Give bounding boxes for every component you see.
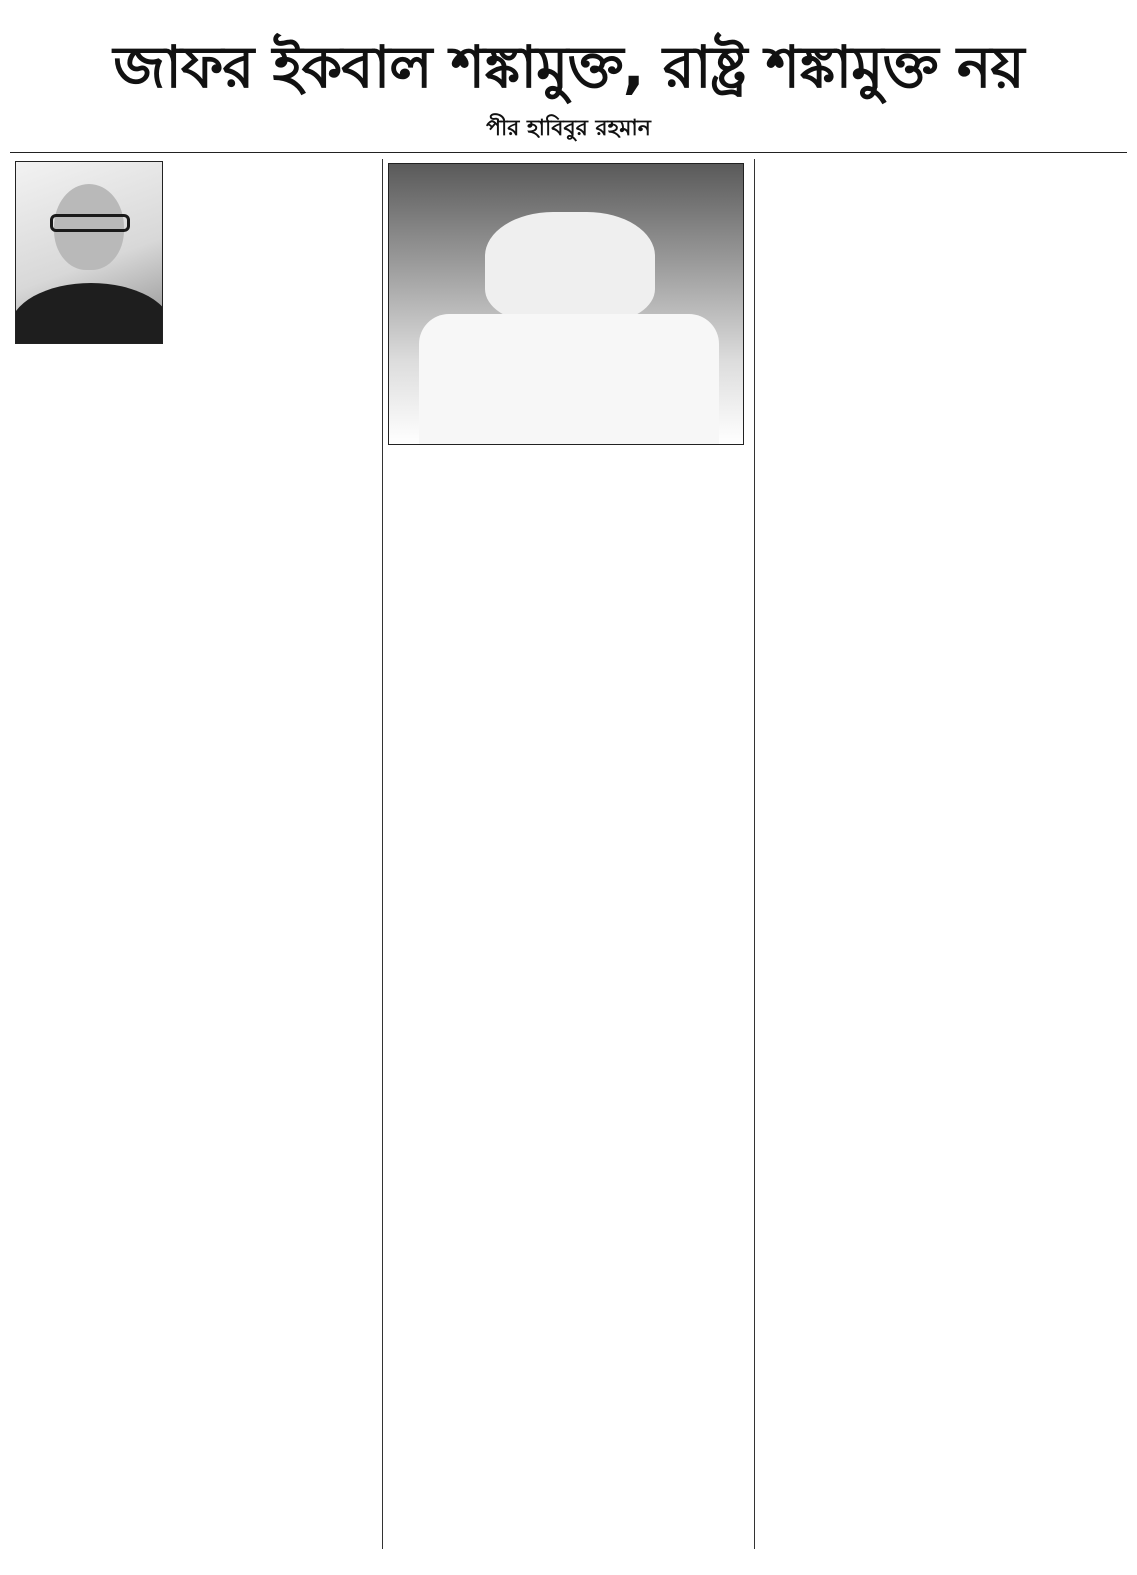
headline: জাফর ইকবাল শঙ্কামুক্ত, রাষ্ট্র শঙ্কামুক্ত নয়: [113, 33, 1024, 101]
column-1: [10, 159, 382, 1549]
byline: পীর হাবিবুর রহমান: [486, 115, 651, 141]
column-2: [382, 159, 754, 1549]
article-body: [10, 159, 1127, 1549]
author-photo: [15, 161, 163, 344]
author-shoulders: [15, 283, 163, 344]
author-glasses: [50, 214, 130, 232]
column-3: [754, 159, 1126, 1549]
news-photo: [388, 163, 744, 445]
news-photo-patient: [485, 212, 655, 322]
header-rule: [10, 152, 1127, 153]
news-photo-bed: [419, 314, 719, 445]
